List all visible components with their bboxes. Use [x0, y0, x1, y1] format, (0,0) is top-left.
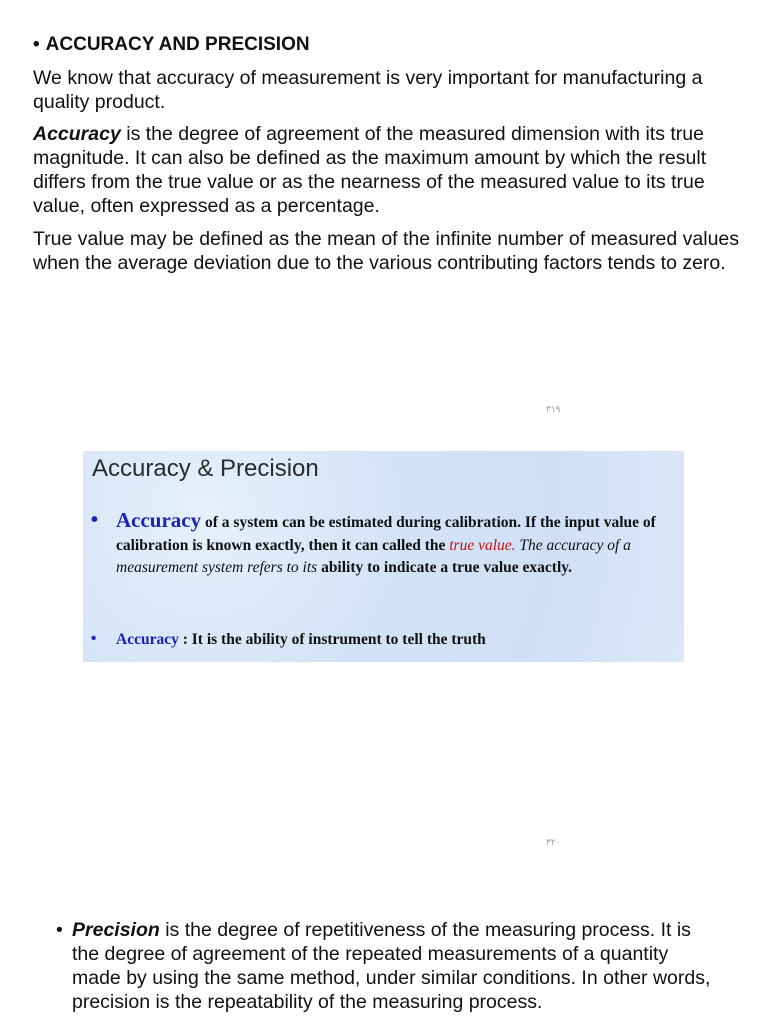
slide-bullet-1-text	[116, 509, 671, 580]
paragraph-intro: We know that accuracy of measurement is very important for manufacturing a quality product.	[33, 67, 703, 113]
page-number: ٣١٩	[546, 405, 561, 415]
slide-bullet-1-text-a: of a system can be estimated during calibration. If the input value of calibration is known exactly, then it can called the	[116, 514, 656, 554]
slide-bullet-1	[91, 509, 671, 580]
slide-bullet-2	[91, 629, 671, 652]
precision-text	[72, 918, 716, 1014]
paragraph-accuracy-definition	[33, 122, 745, 218]
slide-bullet-1-text-b: ability to indicate a true value exactly.	[317, 559, 573, 576]
slide-bullet-1-italic: The accuracy of a measurement system refers to its	[116, 536, 631, 576]
heading-text: ACCURACY AND PRECISION	[45, 34, 310, 55]
precision-term: Precision	[72, 919, 160, 941]
embedded-slide-image	[83, 451, 684, 662]
slide-accuracy-term-2: Accuracy	[116, 631, 179, 648]
bullet-icon: •	[91, 630, 97, 647]
accuracy-term: Accuracy	[33, 123, 121, 145]
true-value-phrase: true value.	[449, 536, 516, 554]
paragraph-true-value: True value may be defined as the mean of the infinite number of measured values when the average deviation due to the various contributing factors tends to zero.	[33, 228, 740, 274]
slide-title: Accuracy & Precision	[92, 455, 319, 482]
precision-bullet: •	[56, 919, 63, 941]
slide-accuracy-term: Accuracy	[116, 508, 202, 532]
paragraph-precision	[56, 918, 716, 1014]
precision-definition-text: is the degree of repetitiveness of the measuring process. It is the degree of agreement of the repeated measurements of a quantity made by using the same method, under similar conditions. In other words, precision is the repeatability of the measuring process.	[72, 919, 711, 1013]
heading-bullet: •	[33, 34, 40, 55]
section-heading	[33, 33, 745, 57]
accuracy-definition-text: is the degree of agreement of the measured dimension with its true magnitude. It can also be defined as the maximum amount by which the result differs from the true value or as the nearness of the measured value to its true value, often expressed as a percentage.	[33, 123, 707, 217]
bullet-icon: •	[91, 509, 99, 531]
page-number: ٣٢٠	[546, 838, 561, 848]
slide-bullet-2-text	[116, 629, 671, 652]
slide-bullet-2-rest: : It is the ability of instrument to tell the truth	[178, 631, 486, 648]
